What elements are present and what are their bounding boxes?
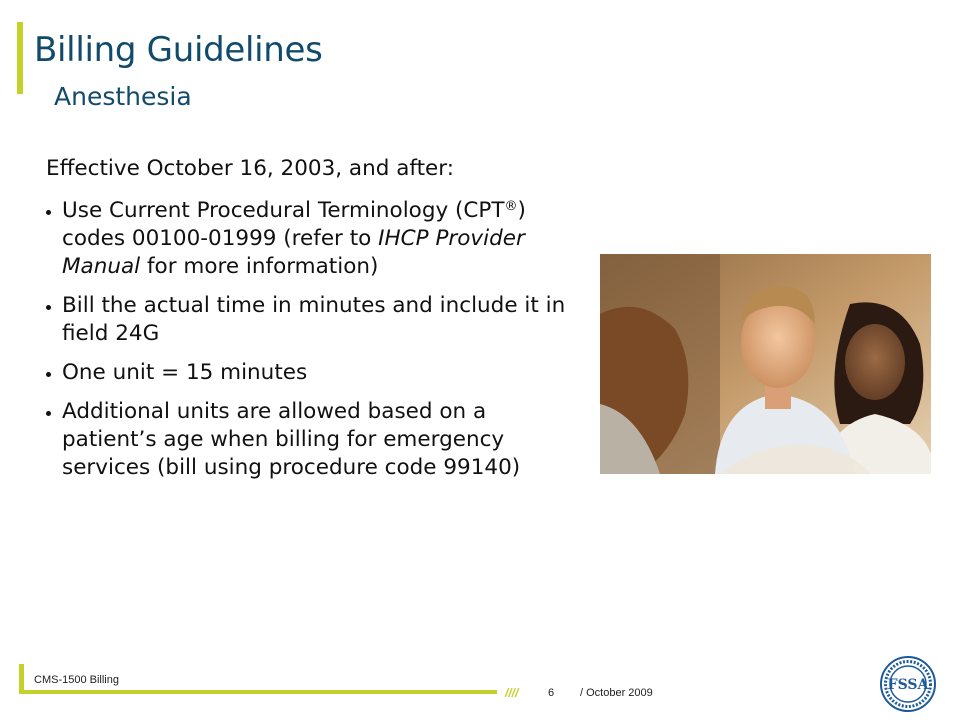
fssa-seal-icon <box>880 656 936 712</box>
intro-text: Effective October 16, 2003, and after: <box>46 156 454 181</box>
meeting-photo <box>600 254 931 474</box>
bullet-text: Use Current Procedural Terminology (CPT <box>62 198 505 223</box>
bullet-item-additional-units <box>46 398 586 482</box>
meeting-photo-illustration <box>600 254 931 474</box>
bullet-item-actual-time <box>46 292 586 348</box>
bullet-text: Bill the actual time in minutes and include it in field 24G <box>62 293 566 346</box>
bullet-text: ) codes 00100-01999 (refer to <box>62 198 526 251</box>
page-number: 6 <box>548 687 555 699</box>
title-accent-bar <box>17 22 23 94</box>
svg-text:FSSA: FSSA <box>887 677 929 693</box>
footer-label: CMS-1500 Billing <box>34 674 119 686</box>
bullet-item-cpt-codes <box>46 197 586 281</box>
bullet-dot <box>46 210 51 215</box>
registered-mark: ® <box>504 199 518 214</box>
bullet-dot <box>46 372 51 377</box>
page-subtitle: Anesthesia <box>54 82 192 111</box>
bullet-item-unit <box>46 359 586 387</box>
bullet-dot <box>46 305 51 310</box>
bullet-text: Additional units are allowed based on a patient’s age when billing for emergency services (bill using procedure code 99140) <box>62 399 521 480</box>
footer-slashes: //// <box>505 686 519 700</box>
bullet-dot <box>46 411 51 416</box>
slide-body <box>46 155 586 493</box>
bullet-list <box>46 197 586 482</box>
page-title: Billing Guidelines <box>34 30 323 70</box>
footer-date: / October 2009 <box>580 687 653 699</box>
bullet-text: One unit = 15 minutes <box>62 360 308 385</box>
footer-accent-bar-horizontal <box>19 690 497 694</box>
bullet-text: for more information) <box>140 254 379 279</box>
manual-title: IHCP Provider Manual <box>62 226 525 279</box>
